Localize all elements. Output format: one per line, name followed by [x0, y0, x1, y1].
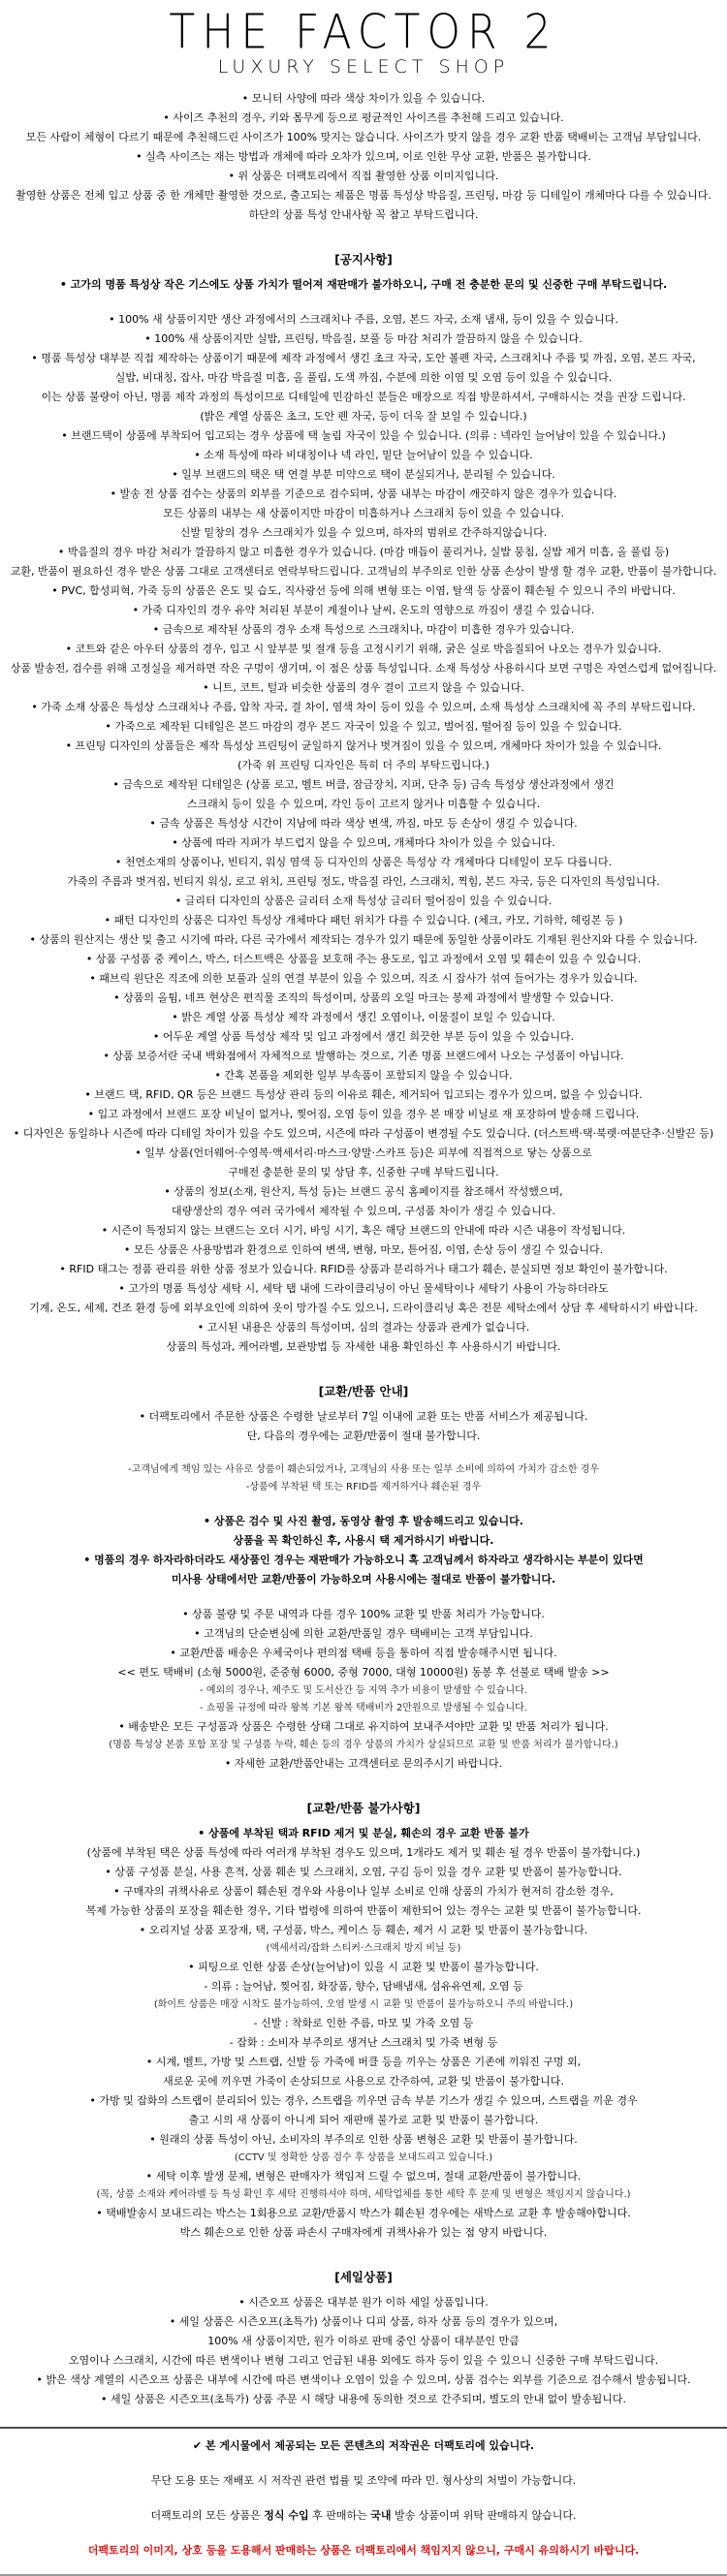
text-line: • 배송받은 모든 구성품과 상품은 수령한 상태 그대로 유지하여 보내주셔야만 교환 및 반품 처리가 됩니다.: [118, 1720, 609, 1734]
text-line: 상품을 꼭 확인하신 후, 사용시 택 제거하시기 바랍니다.: [233, 1534, 494, 1548]
text-line: - 잡화 : 소비자 부주의로 생겨난 스크래치 및 가죽 변형 등: [229, 2036, 498, 2050]
text-line: • 밝은 색상 계열의 시즌오프 상품은 내부에 시간에 따른 변색이나 오염이 있을 수 있으며, 상품 검수는 외부를 기준으로 검수해서 발송됩니다.: [36, 2373, 691, 2387]
text-line: 구매전 충분한 문의 및 상담 후, 신중한 구매 부탁드립니다.: [228, 1166, 499, 1179]
text-line: • 시계, 벨트, 가방 및 스트랩, 신발 등 가죽에 버클 등을 끼우는 상품은 기존에 끼워진 구멍 외,: [145, 2056, 582, 2069]
text-line: 오염이나 스크래치, 시간에 따른 변색이나 변형 그리고 언급된 내용 외에도 하자 등이 있을 수 있으니 신중한 구매 부탁드립니다.: [68, 2354, 659, 2368]
text-segment: 더팩토리의 모든 상품은: [150, 2509, 265, 2523]
line-gap: [0, 1446, 727, 1461]
line-gap: [0, 2526, 727, 2541]
text-line: 무단 도용 또는 재배포 시 저작권 관련 법률 및 조약에 따라 민. 형사상의 처벌이 가능합니다.: [150, 2474, 577, 2488]
line-gap: [0, 1589, 727, 1605]
brand-tagline: LUXURY SELECT SHOP: [217, 56, 510, 79]
text-line: 새로운 곳에 끼우면 가죽이 손상되므로 사용으로 간주하여, 교환 및 반품이 불가합니다.: [163, 2075, 564, 2089]
text-line: • 위 상품은 더팩토리에서 직접 촬영한 상품 이미지입니다.: [228, 170, 499, 183]
text-line: • 금속 상품은 특성상 시간이 지남에 따라 색상 변색, 까짐, 마모 등 손상이 생길 수 있습니다.: [149, 817, 578, 831]
text-line: • 입고 과정에서 브랜드 포장 비닐이 없거나, 찢어짐, 오염 등이 있을 경우 본 매장 비닐로 재 포장하여 발송해 드립니다.: [87, 1108, 640, 1121]
text-line: 상품의 특성과, 케어라벨, 보관방법 등 자세한 내용 확인하신 후 사용하시기 바랍니다.: [166, 1340, 561, 1354]
text-line: • 패브릭 원단은 직조에 의한 보풀과 실의 연결 부분이 있을 수 있으며, 직조 시 잡사가 섞여 들어가는 경우가 있습니다.: [89, 972, 638, 986]
text-line: 단, 다음의 경우에는 교환/반품이 절대 불가합니다.: [246, 1429, 481, 1443]
text-segment: 후 판매하는: [308, 2509, 371, 2523]
text-line: 실밥, 비대칭, 잡사, 마감 박음질 미흡, 올 풀림, 도색 까짐, 수분에 의한 이염 및 오염 등이 있을 수 있습니다.: [114, 371, 613, 385]
text-line: (명품 특성상 본품 포함 포장 및 구성품 누락, 훼손 등의 경우 상품의 가치가 상실되므로 교환 및 반품 처리가 불가합니다.): [109, 1740, 618, 1751]
text-line: (상품에 부착된 택은 상품 특성에 따라 여러개 부착된 경우도 있으며, 1개라도 제거 및 훼손 될 경우 반품이 불가합니다.): [86, 1846, 641, 1860]
text-line: 더팩토리의 이미지, 상호 등을 도용해서 판매하는 상품은 더팩토리에서 책임지지 않으니, 구매시 유의하시기 바랍니다.: [87, 2544, 640, 2558]
text-line: 대량생산의 경우 여러 국가에서 제작될 수 있으며, 구성품 차이가 생길 수 있습니다.: [171, 1205, 556, 1218]
intro-lines: [0, 89, 727, 225]
text-line: 상품 발송전, 검수를 위해 고정실을 제거하면 작은 구멍이 생기며, 이 점은 상품 특성입니다. 소재 특성상 사용하시다 보면 구멍은 자연스럽게 없어집니다.: [10, 662, 717, 675]
text-line: -상품에 부착된 택 또는 RFID를 제거하거나 훼손된 경우: [245, 1482, 482, 1493]
text-line: • 밝은 계열 상품 특성상 제작 과정에서 생긴 오염이나, 이물질이 보일 수 있습니다.: [172, 1011, 555, 1024]
text-line: • 시즌오프 상품은 대부분 원가 이하 세일 상품입니다.: [238, 2296, 489, 2309]
brand-logo: THE FACTOR 2: [169, 4, 558, 60]
text-line: • 고객님의 단순변심에 의한 교환/반품일 경우 택배비는 고객 부담입니다.: [194, 1627, 533, 1641]
text-line: • 모든 상품은 사용방법과 환경으로 인하여 변색, 변형, 마모, 튿어짐, 이염, 손상 등이 생길 수 있습니다.: [123, 1243, 604, 1257]
section-lines: [0, 2293, 727, 2409]
text-line: (화이트 상품은 매장 시착도 불가능하여, 오염 발생 시 교환 및 반품이 불가능하오니 주의 바랍니다.): [153, 1999, 574, 2011]
text-segment: 국내: [370, 2509, 392, 2523]
text-line: • 세일 상품은 시즌오프(초특가) 상품이나 디피 상품, 하자 상품 등의 경우가 있으며,: [169, 2315, 558, 2329]
section-title: [교환/반품 불가사항]: [306, 1801, 421, 1816]
line-gap: [0, 2491, 727, 2506]
text-line: • 세일 상품은 시즌오프(초특가) 상품 주문 시 해당 내용에 동의한 것으로 간주되며, 별도의 안내 없이 발송됩니다.: [100, 2393, 627, 2406]
text-line: • 니트, 코트, 털과 비슷한 상품의 경우 결이 고르지 않을 수 있습니다.: [203, 681, 524, 695]
text-line: • 모니터 사양에 따라 색상 차이가 있을 수 있습니다.: [241, 92, 486, 106]
text-line: • 일부 브랜드의 택은 택 연결 부분 미약으로 택이 분실되거나, 분리될 수 있습니다.: [172, 468, 555, 482]
text-line: - 쇼핑몰 규정에 따라 왕복 기본 왕복 택배비가 2만원으로 발생될 수 있습니다.: [200, 1703, 527, 1714]
brand-header: [0, 4, 727, 79]
text-line: • 간혹 본품을 제외한 일부 부속품이 포함되지 않을 수 있습니다.: [214, 1069, 513, 1083]
text-line: • 상품의 정보(소재, 원산지, 특성 등)는 브랜드 공식 홈페이지를 참조해서 작성했으며,: [164, 1185, 563, 1199]
text-line: • 실측 사이즈는 재는 방법과 개체에 따라 오차가 있으며, 이로 인한 무상 교환, 반품은 불가합니다.: [136, 150, 591, 164]
text-line: 교환, 반품이 필요하신 경우 받은 상품 그대로 고객센터로 연락부탁드립니다. 고객님의 부주의로 인한 상품 손상이 발생 할 경우 교환, 반품이 불가합니다.: [10, 565, 717, 579]
text-line: • 상품의 올튐, 네프 현상은 편직물 조직의 특성이며, 상품의 오일 마크는 봉제 과정에서 발생할 수 있습니다.: [113, 991, 614, 1005]
text-line: (액세서리/잡화 스티커·스크래치 방지 비닐 등): [266, 1943, 461, 1955]
text-line: • 자세한 교환/반품안내는 고객센터로 문의주시기 바랍니다.: [224, 1757, 503, 1771]
text-line: - 예외의 경우나, 제주도 및 도서산간 등 지역 추가 비용이 발생할 수 있습니다.: [200, 1685, 527, 1697]
text-line: (밝은 계열 상품은 초크, 도안 펜 자국, 등이 더욱 잘 보일 수 있습니다.): [200, 410, 527, 424]
text-line: (CCTV 및 정확한 상품 검수 후 상품을 보내드리고 있습니다.): [234, 2152, 493, 2164]
text-line: • 고가의 명품 특성상 작은 기스에도 상품 가치가 떨어져 재판매가 불가하오니, 구매 전 충분한 문의 및 신중한 구매 부탁드립니다.: [59, 278, 668, 292]
text-line: • 원래의 상품 특성이 아닌, 소비자의 부주의로 인한 상품 변형은 교환 및 반품이 불가합니다.: [149, 2133, 578, 2147]
text-line: • 더팩토리에서 주문한 상품은 수령한 날로부터 7일 이내에 교환 또는 반품 서비스가 제공됩니다.: [139, 1410, 588, 1424]
footer-divider-top: [0, 2427, 727, 2429]
text-line: << 편도 택배비 (소형 5000원, 준중형 6000, 중형 7000, 대형 10000원) 동봉 후 선불로 택배 발송 >>: [117, 1666, 610, 1680]
text-line: • 글리터 디자인의 상품은 글리터 소재 특성상 글리터 떨어짐이 있을 수 있습니다.: [174, 895, 553, 908]
text-line: • 가죽 디자인의 경우 유약 처리된 부분이 계절이나 날씨, 온도의 영향으로 까짐이 생길 수 있습니다.: [132, 604, 595, 617]
text-line: 촬영한 상품은 전체 입고 상품 중 한 개체만 촬영한 것으로, 출고되는 제품은 명품 특성상 박음질, 프린팅, 마감 등 디테일이 개체마다 다를 수 있습니다.: [16, 189, 711, 203]
text-line: • 프린팅 디자인의 상품들은 제작 특성상 프린팅이 균일하지 않거나 벗겨짐이 있을 수 있으며, 개체마다 차이가 있을 수 있습니다.: [65, 739, 662, 753]
text-line: 기계, 온도, 세제, 건조 환경 등에 외부요인에 의하여 옷이 망가질 수도 있으니, 드라이클리닝 혹은 전문 세탁소에서 상담 후 세탁하시기 바랍니다.: [29, 1302, 698, 1315]
text-line: • 명품의 경우 하자라하더라도 새상품인 경우는 재판매가 가능하오니 혹 고객님께서 하자라고 생각하시는 부분이 있다면: [83, 1554, 644, 1567]
text-segment: 발송 상품이며 위탁 판매하지 않습니다.: [391, 2509, 577, 2523]
text-line: • 상품 구성품 분실, 사용 흔적, 상품 훼손 및 스크래치, 오염, 구김 등이 있을 경우 교환 및 반품이 불가능합니다.: [105, 1866, 622, 1879]
text-line: • 명품 특성상 대부분 직접 제작하는 상품이기 때문에 제작 과정에서 생긴 초크 자국, 도안 볼펜 자국, 스크래치나 주름 및 까짐, 오염, 본드 자국,: [31, 352, 696, 365]
notice-sections: [0, 250, 727, 2409]
text-line: • 시즌이 특정되지 않는 브랜드는 오더 시기, 바잉 시기, 혹은 해당 브랜드의 안내에 따라 시즌 내용이 작성됩니다.: [101, 1224, 626, 1238]
text-line: 박스 훼손으로 인한 상품 파손시 구매자에게 귀책사유가 있는 점 양지 바랍니다.: [179, 2226, 548, 2240]
text-line: • 패턴 디자인의 상품은 디자인 특성상 개체마다 패턴 위치가 다를 수 있습니다. (체크, 카모, 기하학, 헤링본 등 ): [104, 914, 623, 927]
text-line: 미사용 상태에서만 교환/반품이 가능하오며 사용시에는 절대로 반품이 불가합니다.: [171, 1573, 556, 1586]
text-line: • 피팅으로 인한 상품 손상(늘어남)이 있을 시 교환 및 반품이 불가능합니다.: [188, 1961, 539, 1974]
text-line: • 어두운 계열 상품 특성상 제작 및 입고 과정에서 생긴 희끗한 부분 등이 있을 수 있습니다.: [152, 1030, 575, 1044]
text-line: 가죽의 주름과 벗겨짐, 빈티지 워싱, 로고 위치, 프린팅 정도, 박음질 라인, 스크래치, 찍힘, 본드 자국, 등은 디자인의 특성입니다.: [67, 875, 660, 889]
text-line: • 사이즈 추천의 경우, 키와 몸무게 등으로 평균적인 사이즈를 추천해 드리고 있습니다.: [163, 111, 564, 125]
text-line: 신발 밑창의 경우 스크래치가 있을 수 있으며, 하자의 범위로 간주하지않습니다.: [179, 526, 548, 540]
text-line: • 가죽으로 제작된 디테일은 본드 마감의 경우 본드 자국이 있을 수 있고, 벌어짐, 떨어짐 등이 있을 수 있습니다.: [105, 720, 622, 734]
text-line: • 발송 전 상품 검수는 상품의 외부를 기준으로 검수되며, 상품 내부는 마감이 깨끗하지 않은 경우가 있습니다.: [110, 487, 617, 501]
text-line: • PVC, 합성피혁, 가죽 등의 상품은 온도 및 습도, 직사광선 등에 의해 변형 또는 이염, 탈색 등 상품이 훼손될 수 있으니 주의 바랍니다.: [51, 584, 676, 598]
section-title: [세일상품]: [334, 2270, 393, 2285]
text-line: • 구매자의 귀책사유로 상품이 훼손된 경우와 사용이나 일부 소비로 인해 상품의 가치가 현저히 감소한 경우,: [113, 1885, 614, 1899]
text-line: - 신발 : 착화로 인한 주름, 마모 및 가죽 오염 등: [253, 2017, 474, 2030]
line-gap: [0, 1496, 727, 1512]
text-line: • 고가의 명품 특성상 세탁 시, 세탁 탭 내에 드라이클리닝이 아닌 물세탁이나 세탁기 사용이 가능하더라도: [118, 1282, 609, 1296]
text-line: (꼭, 상품 소재와 케어라벨 등 특성 확인 후 세탁 진행하셔야 하며, 세탁업체를 통한 세탁 후 문제 및 변형은 책임지지 않습니다.): [96, 2189, 631, 2201]
text-line: • 교환/반품 배송은 우체국이나 편의점 택배 등을 통하여 직접 발송해주시면 됩니다.: [170, 1647, 557, 1660]
text-line: (가죽 위 프린팅 디자인은 특히 더 주의 부탁드립니다.): [237, 759, 490, 772]
text-line: 스크래치 등이 있을 수 있으며, 각인 등이 고르지 않거나 미흡할 수 있습니다.: [186, 798, 541, 811]
text-line: 100% 새 상품이지만, 원가 이하로 판매 중인 상품이 대부분인 만큼: [207, 2335, 520, 2348]
text-line: - 의류 : 늘어남, 찢어짐, 화장품, 향수, 담배냄새, 섬유유연제, 오염 등: [204, 1980, 523, 1994]
text-line: • 100% 새 상품이지만 생산 과정에서의 스크래치나 주름, 오염, 본드 자국, 소재 냄새, 등이 있을 수 있습니다.: [109, 313, 618, 327]
text-line: • 가죽 소재 상품은 특성상 스크래치나 주름, 압착 자국, 결 차이, 염색 차이 등이 있을 수 있으며, 소재 특성상 스크래치에 꼭 주의 부탁드립니다.: [31, 701, 696, 714]
section-title: [교환/반품 안내]: [318, 1384, 409, 1399]
text-line: • 상품 구성품 중 케이스, 박스, 더스트백은 상품을 보호해 주는 용도로, 입고 과정에서 오염 및 훼손이 있을 수 있습니다.: [85, 953, 642, 966]
text-segment: 정식 수입: [264, 2509, 309, 2523]
text-line: • 브랜드 택, RFID, QR 등은 브랜드 특성상 관리 등의 이유로 훼손, 제거되어 입고되는 경우가 있으며, 없을 수 있습니다.: [84, 1088, 643, 1102]
text-line: • 상품에 따라 지퍼가 부드럽지 않을 수 있으며, 개체마다 차이가 있을 수 있습니다.: [172, 836, 555, 850]
line-gap: [0, 295, 727, 310]
text-line: • RFID 태그는 정품 관리를 위한 상품 정보가 있습니다. RFID를 상품과 분리하거나 태그가 훼손, 분실되면 정보 확인이 불가합니다.: [59, 1263, 668, 1276]
text-line: 이는 상품 불량이 아닌, 명품 제작 과정의 특성이므로 디테일에 민감하신 분들은 매장으로 직접 방문하셔서, 구매하시는 것을 권장 드립니다.: [41, 391, 686, 404]
text-line: • 택배발송시 보내드리는 박스는 1회용으로 교환/반품시 박스가 훼손된 경우에는 새박스로 교환 후 발송해야합니다.: [96, 2207, 631, 2220]
text-line: • 100% 새 상품이지만 실밥, 프린팅, 박음질, 보풀 등 마감 처리가 깔끔하지 않을 수 있습니다.: [144, 332, 583, 346]
text-line: • 금속으로 제작된 상품의 경우 소재 특성으로 스크래치나, 마감이 미흡한 경우가 있습니다.: [152, 623, 575, 637]
text-line: 하단의 상품 특성 안내사항 꼭 참고 부탁드립니다.: [248, 208, 479, 222]
text-line: • 코트와 같은 아우터 상품의 경우, 입고 시 앞부분 및 절개 등을 고정시키기 위해, 굵은 실로 박음질되어 나오는 경우가 있습니다.: [65, 643, 662, 656]
text-line: • 상품 보증서란 국내 백화점에서 자체적으로 발행하는 것으로, 기존 명품 브랜드에서 나오는 구성품이 아닙니다.: [103, 1050, 624, 1063]
text-line: • 천연소재의 상품이나, 빈티지, 워싱 염색 등 디자인의 상품은 특성상 각 개체마다 디테일이 모두 다릅니다.: [114, 856, 613, 869]
text-line: -고객님에게 책임 있는 사유로 상품이 훼손되었거나, 고객님의 사용 또는 일부 소비에 의하여 가치가 감소한 경우: [128, 1464, 599, 1476]
text-line: 모든 사람이 체형이 다르기 때문에 추천해드린 사이즈가 100% 맞지는 않습니다. 사이즈가 맞지 않을 경우 교환 반품 택배비는 고객님 부담입니다.: [25, 131, 702, 144]
section-lines: [0, 1407, 727, 1774]
text-line: • 상품 불량 및 주문 내역과 다를 경우 100% 교환 및 반품 처리가 가능합니다.: [182, 1608, 545, 1621]
text-line: [0, 2506, 727, 2526]
text-line: 복제 가능한 상품의 포장을 훼손한 경우, 기타 법령에 의하여 반품이 제한되어 있는 경우는 교환 및 반품이 불가능합니다.: [85, 1904, 642, 1918]
text-line: • 가방 및 잡화의 스트랩이 분리되어 있는 경우, 스트랩을 끼우면 금속 부분 기스가 생길 수 있으며, 스트랩을 끼운 경우: [89, 2094, 638, 2108]
footer-lines: [0, 2436, 727, 2560]
text-line: 출고 시의 새 상품이 아니게 되어 재판매 불가로 교환 및 반품이 불가합니다.: [188, 2114, 539, 2127]
text-line: • 세탁 이후 발생 문제, 변형은 판매자가 책임져 드릴 수 없으며, 절대 교환/반품이 불가합니다.: [145, 2170, 582, 2183]
text-line: • 상품에 부착된 택과 RFID 제거 및 분실, 훼손의 경우 교환 반품 불가: [198, 1827, 529, 1840]
text-line: • 오리지널 상품 포장재, 택, 구성품, 박스, 케이스 등 훼손, 제거 시 교환 및 반품이 불가능합니다.: [139, 1924, 588, 1937]
text-line: • 소재 특성에 따라 비대칭이나 넥 라인, 밑단 늘어남이 있을 수 있습니다.: [194, 449, 533, 462]
text-line: • 디자인은 동일하나 시즌에 따라 디테일 차이가 있을 수도 있으며, 시즌에 따라 구성품이 변경될 수도 있습니다. (더스트백·택·북렛·여분단추·신발끈 등): [13, 1127, 714, 1141]
text-line: • 고시된 내용은 상품의 특성이며, 심의 결과는 상품과 관계가 없습니다.: [197, 1321, 530, 1335]
text-line: • 일부 상품(언더웨어·수영복·액세서리·마스크·양말·스카프 등)은 피부에 직접적으로 닿는 상품으로: [135, 1147, 592, 1160]
text-line: • 브랜드택이 상품에 부착되어 입고되는 경우 상품에 택 눌림 자국이 있을 수 있습니다. (의류 : 넥라인 늘어남이 있을 수 있습니다.): [61, 429, 666, 443]
text-line: • 상품은 검수 및 사진 촬영, 동영상 촬영 후 발송해드리고 있습니다.: [204, 1515, 523, 1528]
section-title: [공지사항]: [334, 252, 393, 267]
text-line: ✔ 본 게시물에서 제공되는 모든 콘텐츠의 저작권은 더팩토리에 있습니다.: [192, 2439, 535, 2453]
text-line: • 금속으로 제작된 디테일은 (상품 로고, 벨트 버클, 잠금장치, 지퍼, 단추 등) 금속 특성상 생산과정에서 생긴: [112, 778, 615, 792]
section-lines: [0, 275, 727, 1357]
text-line: 모든 상품의 내부는 새 상품이지만 마감이 미흡하거나 스크래치 등이 있을 수 있습니다.: [163, 507, 564, 520]
line-gap: [0, 2456, 727, 2471]
section-lines: [0, 1824, 727, 2243]
text-line: • 박음질의 경우 마감 처리가 깔끔하지 않고 미흡한 경우가 있습니다. (마감 매듭이 풀리거나, 실밥 뭉침, 실밥 제거 미흡, 올 풀림 등): [57, 546, 670, 559]
text-line: • 상품의 원산지는 생산 및 출고 시기에 따라, 다른 국가에서 제작되는 경우가 있기 때문에 동일한 상품이라도 기재된 원산지와 다를 수 있습니다.: [29, 933, 698, 947]
